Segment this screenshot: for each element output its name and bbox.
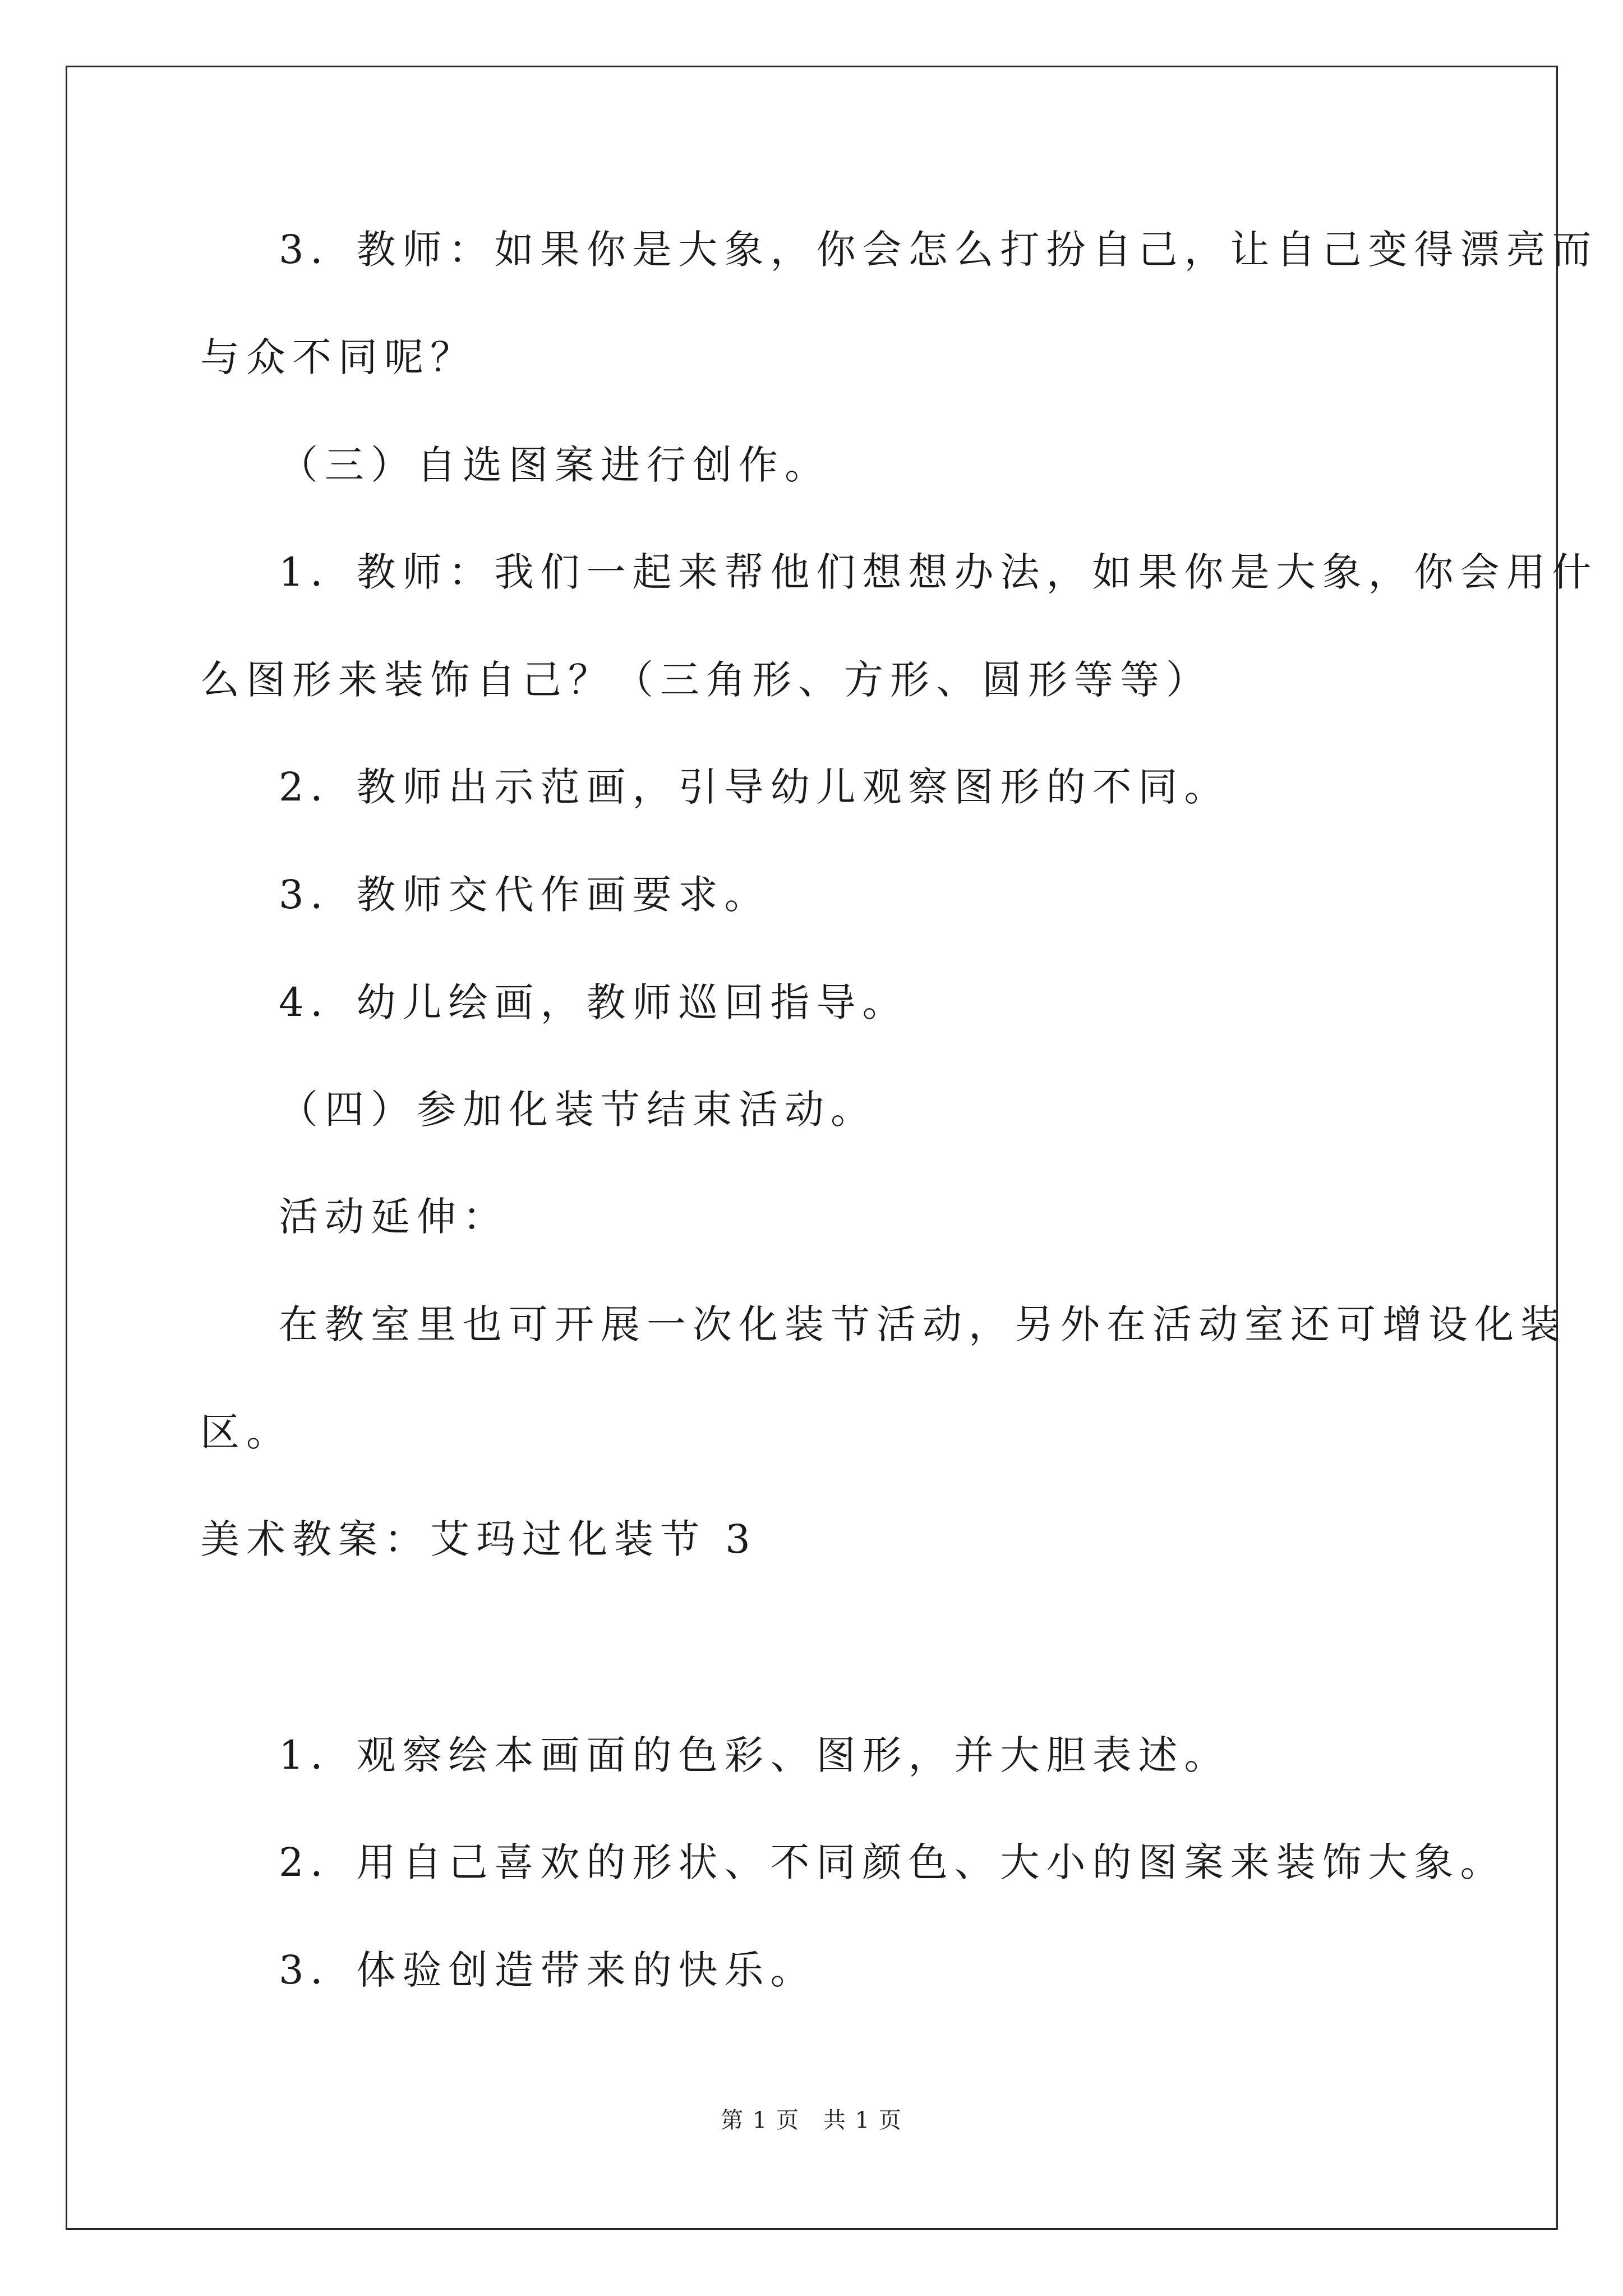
paragraph-line: 么图形来装饰自己？（三角形、方形、圆形等等）: [200, 657, 1212, 703]
paragraph-line: 3．教师：如果你是大象，你会怎么打扮自己，让自己变得漂亮而: [279, 227, 1598, 273]
paragraph-line: （三）自选图案进行创作。: [279, 442, 831, 488]
paragraph-line: 活动延伸：: [279, 1194, 509, 1240]
page-number-footer: 第 1 页 共 1 页: [721, 2108, 902, 2133]
paragraph-line: 3．教师交代作画要求。: [279, 872, 771, 918]
paragraph-line: 4．幼儿绘画，教师巡回指导。: [279, 979, 909, 1025]
paragraph-line: （四）参加化装节结束活动。: [279, 1087, 877, 1133]
paragraph-line: 与众不同呢？: [200, 334, 476, 380]
paragraph-line: 区。: [200, 1409, 292, 1455]
objective-item: 3．体验创造带来的快乐。: [279, 1947, 817, 1993]
objective-item: 2．用自己喜欢的形状、不同颜色、大小的图案来装饰大象。: [279, 1839, 1506, 1885]
objective-item: 1．观察绘本画面的色彩、图形，并大胆表述。: [279, 1732, 1230, 1778]
section-title: 美术教案：艾玛过化装节 3: [200, 1516, 757, 1562]
paragraph-line: 2．教师出示范画，引导幼儿观察图形的不同。: [279, 764, 1230, 810]
paragraph-line: 在教室里也可开展一次化装节活动，另外在活动室还可增设化装: [279, 1301, 1566, 1347]
page-border: [66, 66, 1558, 2230]
paragraph-line: 1．教师：我们一起来帮他们想想办法，如果你是大象，你会用什: [279, 549, 1598, 595]
